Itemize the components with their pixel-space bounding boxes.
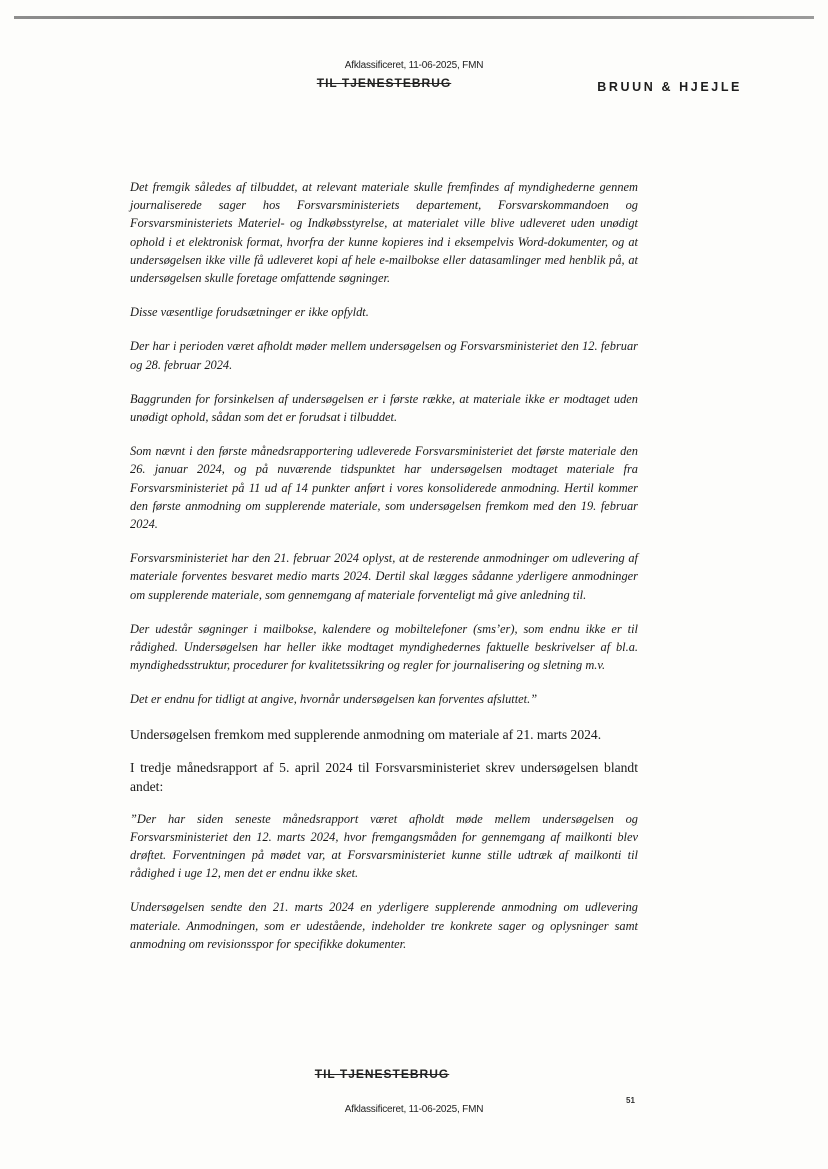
- paragraph-too-early: Det er endnu for tidligt at angive, hvornår undersøgelsen kan forventes afsluttet.”: [130, 692, 538, 707]
- footer-classification-marking: TIL TJENESTEBRUG: [314, 1067, 450, 1081]
- paragraph-outstanding-searches: Der udestår søgninger i mailbokse, kalendere og mobiltelefoner (sms’er), som endnu ikke er til rådighed. Undersøgelsen har heller ikke modtaget myndighedernes faktuelle beskrivelser af bl.a. myndighedsstruktur, procedurer for kvalitetssikring og regler for journalisering og sletning m.v.: [130, 621, 638, 673]
- paragraph-offer-conditions: Det fremgik således af tilbuddet, at relevant materiale skulle fremfindes af myndighederne gennem journaliserede sager hos Forsvarsministeriets departement, Forsvarskommandoen og Forsvarsministeriets Materiel- og Indkøbsstyrelse, at materialet ville blive udleveret uden unødigt ophold i et elektronisk format, hvorfra der kunne kopieres ind i eksempelvis Word-dokumenter, og at undersøgelsen ikke ville få udleveret kopi af hele e-mailbokse eller datasamlinger med henblik på, at undersøgelsen skulle foretage omfattende søgninger.: [130, 180, 638, 286]
- header-declassification-stamp: Afklassificeret, 11-06-2025, FMN: [344, 60, 484, 71]
- paragraph-remaining-requests: Forsvarsministeriet har den 21. februar 2024 oplyst, at de resterende anmodninger om udlevering af materiale forventes besvaret medio marts 2024. Dertil skal lægges sådanne yderligere anmodninger om supplerende materiale, som gennemgang af materiale forventeligt må give anledning til.: [130, 551, 638, 602]
- footer-declassification-stamp: Afklassificeret, 11-06-2025, FMN: [344, 1104, 484, 1115]
- page-number: 51: [626, 1096, 635, 1105]
- paragraph-quote-meeting: ”Der har siden seneste månedsrapport været afholdt møde mellem undersøgelsen og Forsvarsministeriet den 12. marts 2024, hvor fremgangsmåden for gennemgang af mailkonti blev drøftet. Forventningen på mødet var, at Forsvarsministeriet kunne stille udtræk af mailkonti til rådighed i uge 12, men det er endnu ikke sket.: [130, 811, 638, 881]
- paragraph-third-report: I tredje månedsrapport af 5. april 2024 til Forsvarsministeriet skrev undersøgelsen blandt andet:: [130, 759, 638, 794]
- paragraph-quote-request: Undersøgelsen sendte den 21. marts 2024 en yderligere supplerende anmodning om udlevering materiale. Anmodningen, som er udestående, indeholder tre konkrete sager og oplysninger samt anmodning om revisionsspor for specifikke dokumenter.: [130, 900, 638, 951]
- paragraph-first-report: Som nævnt i den første månedsrapportering udleverede Forsvarsministeriet det første materiale den 26. januar 2024, og på nuværende tidspunktet har undersøgelsen modtaget materiale fra Forsvarsministeriet på 11 ud af 14 punkter anført i vores konsoliderede anmodning. Hertil kommer den første anmodning om supplerende materiale, som undersøgelsen fremkom med den 19. februar 2024.: [130, 444, 638, 532]
- scan-edge-line: [14, 16, 814, 19]
- header-classification-marking: TIL TJENESTEBRUG: [316, 76, 452, 90]
- paragraph-meetings: Der har i perioden været afholdt møder mellem undersøgelsen og Forsvarsministeriet den 12. februar og 28. februar 2024.: [130, 339, 638, 372]
- paragraph-delay-reason: Baggrunden for forsinkelsen af undersøgelsen er i første række, at materiale ikke er modtaget uden unødigt ophold, sådan som det er forudsat i tilbuddet.: [130, 391, 638, 425]
- firm-logo: BRUUN & HJEJLE: [597, 80, 742, 94]
- paragraph-supplementary-request: Undersøgelsen fremkom med supplerende anmodning om materiale af 21. marts 2024.: [130, 726, 602, 742]
- document-body: [130, 178, 638, 969]
- paragraph-conditions-not-met: Disse væsentlige forudsætninger er ikke opfyldt.: [130, 305, 369, 320]
